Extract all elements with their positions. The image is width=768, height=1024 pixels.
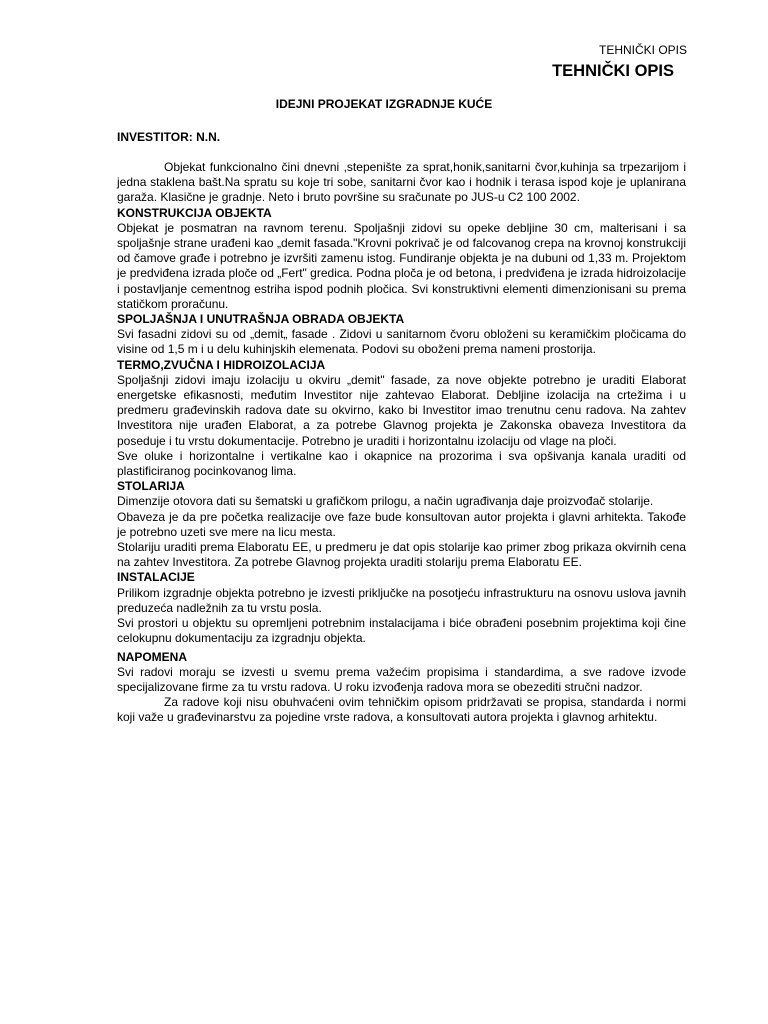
section-paragraph: Svi prostori u objektu su opremljeni potrebnim instalacijama i biće obrađeni posebnim projektima koji čine celokupnu dokumentaciju za izgradnju objekta.	[117, 616, 686, 646]
section-paragraph: Za radove koji nisu obuhvaćeni ovim tehničkim opisom pridržavati se propisa, standarda i normi koji važe u građevinarstvu za pojedine vrste radova, a konsultovati autora projekta i glavnog arhitektu.	[117, 695, 686, 725]
section-paragraph: Svi fasadni zidovi su od „demit„ fasade . Zidovi u sanitarnom čvoru obloženi su keramičkim pločicama do visine od 1,5 m i u delu kuhinjskih elemenata. Podovi su oboženi prema nameni prostorija.	[117, 327, 686, 357]
section-paragraph: Objekat je posmatran na ravnom terenu. Spoljašnji zidovi su opeke debljine 30 cm, malterisani i sa spoljašnje strane urađeni kao „demit fasada."Krovni pokrivač je od falcovanog crepa na krovnoj konstrukciji od čamove građe i potrebno je izvršiti zamenu istog. Fundiranje objekta je na dubuni od 1,33 m. Projektom je predviđena izrada ploče od „Fert" gredica. Podna ploča je od betona, i predviđena je izrada hidroizolacije i postavljanje cementnog estriha ispod podnih pločica. Svi konstruktivni elementi dimenzionisani su prema statičkom proračunu.	[117, 220, 686, 311]
section-paragraph: Svi radovi moraju se izvesti u svemu prema važećim propisima i standardima, a sve radove izvode specijalizovane firme za tu vrstu radova. U roku izvođenja radova mora se obezediti stručni nadzor.	[117, 664, 686, 694]
section-heading-konstrukcija: KONSTRUKCIJA OBJEKTA	[117, 205, 272, 220]
section-heading-termo: TERMO,ZVUČNA I HIDROIZOLACIJA	[117, 357, 326, 372]
header-title: TEHNIČKI OPIS	[552, 62, 674, 80]
section-heading-instalacije: INSTALACIJE	[117, 570, 195, 585]
section-heading-napomena: NAPOMENA	[117, 649, 188, 664]
section-heading-stolarija: STOLARIJA	[117, 479, 185, 494]
section-paragraph: Sve oluke i horizontalne i vertikalne kao i okapnice na prozorima i sva opšivanja kanala uraditi od plastificiranog pocinkovanog lima.	[117, 448, 686, 479]
intro-paragraph: Objekat funkcionalno čini dnevni ,stepenište za sprat,honik,sanitarni čvor,kuhinja sa trpezarijom i jedna staklena bašt.Na spratu su koje tri sobe, sanitarni čvor kao i hodnik i terasa ispod koje je uplanirana garaža. Klasične je gradnje. Neto i bruto površine su sračunate po JUS-u C2 100 2002.	[117, 160, 686, 205]
section-paragraph: Spoljašnji zidovi imaju izolaciju u okviru „demit" fasade, za nove objekte potrebno je uraditi Elaborat energetske efikasnosti, međutim Investitor nije zahtevao Elaborat. Debljine izolacija na crtežima i u predmeru građevinskih radova date su okvirno, kako bi Investitor imao trenutnu cenu radova. Na zahtev Investitora nije urađen Elaborat, a za potrebe Glavnog projekta je Zakonska obaveza Investitora da poseduje i tu vrstu dokumentacije. Potrebno je uraditi i horizontalnu izolaciju od vlage na ploči.	[117, 372, 686, 448]
document-body	[117, 160, 686, 726]
header-small-title: TEHNIČKI OPIS	[598, 43, 687, 57]
section-paragraph: Stolariju uraditi prema Elaboratu EE, u predmeru je dat opis stolarije kao primer zbog prikaza okvirnih cena na zahtev Investitora. Za potrebe Glavnog projekta uraditi stolariju prema Elaboratu EE.	[117, 540, 686, 570]
section-paragraph: Dimenzije otovora dati su šematski u grafičkom prilogu, a način ugrađivanja daje proizvođač stolarije.	[117, 494, 654, 509]
investitor-label: INVESTITOR: N.N.	[117, 130, 221, 144]
section-paragraph: Prilikom izgradnje objekta potrebno je izvesti priključke na posotjeću infrastrukturu na osnovu uslova javnih preduzeća nadležnih za tu vrstu posla.	[117, 585, 686, 615]
section-paragraph: Obaveza je da pre početka realizacije ove faze bude konsultovan autor projekta i glavni arhitekta. Takođe je potrebno uzeti sve mere na licu mesta.	[117, 509, 686, 539]
document-subtitle: IDEJNI PROJEKAT IZGRADNJE KUĆE	[275, 97, 493, 111]
section-heading-obrada: SPOLJAŠNJA I UNUTRAŠNJA OBRADA OBJEKTA	[117, 312, 405, 327]
